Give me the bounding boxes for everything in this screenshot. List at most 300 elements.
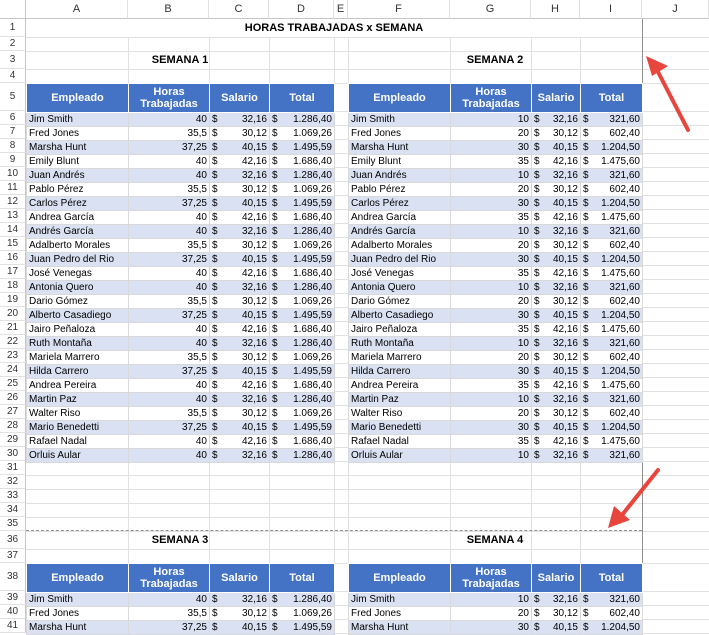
header-salary[interactable]: Salario [532,564,581,593]
cell-hours[interactable]: 40 [129,379,210,393]
row-header-30[interactable]: 30 [0,447,26,461]
cell-total[interactable] [581,393,643,407]
cell-salary[interactable] [210,323,270,337]
cell-salary[interactable] [210,281,270,295]
cell-employee[interactable]: Fred Jones [349,127,451,141]
cell-employee[interactable]: Andrés García [27,225,129,239]
row-header-11[interactable]: 11 [0,181,26,195]
cell-hours[interactable]: 37,25 [129,365,210,379]
cell-employee[interactable]: Hilda Carrero [349,365,451,379]
cell-total[interactable] [581,379,643,393]
row-header-13[interactable]: 13 [0,209,26,223]
cell-total[interactable] [270,435,335,449]
row-header-28[interactable]: 28 [0,419,26,433]
cell-salary[interactable] [532,379,581,393]
cell-hours[interactable]: 20 [451,183,532,197]
column-header-e[interactable]: E [334,0,348,19]
cell-total[interactable] [270,211,335,225]
cell-total[interactable] [581,421,643,435]
row-header-17[interactable]: 17 [0,265,26,279]
cell-total[interactable] [270,183,335,197]
cell-total[interactable] [581,127,643,141]
cell-total[interactable] [581,113,643,127]
cell-hours[interactable]: 35 [451,379,532,393]
cell-employee[interactable]: Emily Blunt [349,155,451,169]
cell-hours[interactable]: 37,25 [129,421,210,435]
cell-employee[interactable]: Andrea Pereira [27,379,129,393]
cell-salary[interactable] [210,141,270,155]
cell-employee[interactable]: Rafael Nadal [27,435,129,449]
cell-employee[interactable]: Fred Jones [349,607,451,621]
cell-salary[interactable] [210,407,270,421]
cell-total[interactable] [581,253,643,267]
cell-total[interactable] [270,365,335,379]
cell-employee[interactable]: Adalberto Morales [349,239,451,253]
cell-total[interactable] [581,197,643,211]
cell-total[interactable] [270,295,335,309]
row-header-41[interactable]: 41 [0,619,26,633]
cell-salary[interactable] [210,183,270,197]
cell-salary[interactable] [210,295,270,309]
row-header-7[interactable]: 7 [0,125,26,139]
cell-employee[interactable]: Mario Benedetti [27,421,129,435]
cell-employee[interactable]: Jairo Peñaloza [27,323,129,337]
header-hours[interactable]: Horas Trabajadas [451,564,532,593]
cell-hours[interactable]: 30 [451,253,532,267]
cell-employee[interactable]: Jim Smith [27,593,129,607]
cell-employee[interactable]: Alberto Casadiego [27,309,129,323]
cell-employee[interactable]: Andrés García [349,225,451,239]
cell-salary[interactable] [532,211,581,225]
cell-total[interactable] [270,113,335,127]
row-header-12[interactable]: 12 [0,195,26,209]
cell-salary[interactable] [532,281,581,295]
cell-total[interactable] [581,225,643,239]
cell-salary[interactable] [210,593,270,607]
cell-hours[interactable]: 40 [129,435,210,449]
row-header-9[interactable]: 9 [0,153,26,167]
cell-salary[interactable] [210,155,270,169]
cell-total[interactable] [270,323,335,337]
cell-salary[interactable] [210,309,270,323]
cell-total[interactable] [581,365,643,379]
cell-hours[interactable]: 20 [451,127,532,141]
cell-hours[interactable]: 40 [129,337,210,351]
header-salary[interactable]: Salario [532,84,581,113]
cell-salary[interactable] [210,449,270,463]
column-header-d[interactable]: D [269,0,334,19]
cell-total[interactable] [270,379,335,393]
cell-salary[interactable] [532,421,581,435]
column-header-i[interactable]: I [580,0,642,19]
cell-employee[interactable]: Martin Paz [349,393,451,407]
cell-employee[interactable]: Dario Gómez [349,295,451,309]
cell-hours[interactable]: 20 [451,607,532,621]
row-header-29[interactable]: 29 [0,433,26,447]
header-employee[interactable]: Empleado [349,564,451,593]
cell-salary[interactable] [210,351,270,365]
row-header-37[interactable]: 37 [0,549,26,563]
row-header-19[interactable]: 19 [0,293,26,307]
header-total[interactable]: Total [270,84,335,113]
cell-hours[interactable]: 30 [451,421,532,435]
cell-salary[interactable] [532,253,581,267]
cell-salary[interactable] [532,225,581,239]
cell-hours[interactable]: 35,5 [129,351,210,365]
cell-total[interactable] [581,295,643,309]
table-row [27,253,335,267]
column-header-h[interactable]: H [531,0,580,19]
row-header-21[interactable]: 21 [0,321,26,335]
cell-value: 321,60 [609,594,640,605]
cell-total[interactable] [270,607,335,621]
cell-total[interactable] [581,309,643,323]
cell-total[interactable] [581,435,643,449]
select-all-corner[interactable] [0,0,26,19]
cell-total[interactable] [581,155,643,169]
cell-salary[interactable] [210,225,270,239]
cell-hours[interactable]: 20 [451,407,532,421]
cell-salary[interactable] [532,239,581,253]
cell-hours[interactable]: 35,5 [129,295,210,309]
cell-hours[interactable]: 35,5 [129,607,210,621]
cell-salary[interactable] [532,449,581,463]
cell-total[interactable] [270,141,335,155]
cell-total[interactable] [270,281,335,295]
cell-total[interactable] [581,337,643,351]
cell-hours[interactable]: 20 [451,239,532,253]
cell-employee[interactable]: Alberto Casadiego [349,309,451,323]
cell-employee[interactable]: Ruth Montaña [27,337,129,351]
header-total[interactable]: Total [581,84,643,113]
cell-total[interactable] [270,351,335,365]
cell-hours[interactable]: 30 [451,141,532,155]
cell-employee[interactable]: Hilda Carrero [27,365,129,379]
cell-employee[interactable]: Carlos Pérez [349,197,451,211]
cell-hours[interactable]: 35 [451,211,532,225]
header-hours[interactable]: Horas Trabajadas [129,564,210,593]
cell-salary[interactable] [532,309,581,323]
cell-employee[interactable]: Rafael Nadal [349,435,451,449]
cell-total[interactable] [270,225,335,239]
cell-hours[interactable]: 40 [129,323,210,337]
cell-salary[interactable] [532,593,581,607]
row-header-2[interactable]: 2 [0,37,26,51]
cell-total[interactable] [270,169,335,183]
cell-hours[interactable]: 10 [451,281,532,295]
row-header-6[interactable]: 6 [0,111,26,125]
row-header-22[interactable]: 22 [0,335,26,349]
row-header-27[interactable]: 27 [0,405,26,419]
header-salary[interactable]: Salario [210,564,270,593]
cell-hours[interactable]: 10 [451,337,532,351]
cell-total[interactable] [270,421,335,435]
cell-employee[interactable]: Carlos Pérez [27,197,129,211]
row-header-40[interactable]: 40 [0,605,26,619]
cell-total[interactable] [581,169,643,183]
cell-total[interactable] [270,621,335,635]
cell-hours[interactable]: 40 [129,449,210,463]
header-hours[interactable]: Horas Trabajadas [451,84,532,113]
row-header-16[interactable]: 16 [0,251,26,265]
cell-hours[interactable]: 10 [451,225,532,239]
cell-hours[interactable]: 35 [451,435,532,449]
cell-salary[interactable] [210,621,270,635]
row-header-18[interactable]: 18 [0,279,26,293]
cell-total[interactable] [581,281,643,295]
cell-hours[interactable]: 35 [451,267,532,281]
row-header-10[interactable]: 10 [0,167,26,181]
cell-employee[interactable]: Marsha Hunt [27,141,129,155]
cell-hours[interactable]: 40 [129,281,210,295]
cell-salary[interactable] [210,607,270,621]
week-label-1[interactable]: SEMANA 1 [151,53,209,66]
cell-salary[interactable] [210,253,270,267]
cell-salary[interactable] [532,607,581,621]
row-header-23[interactable]: 23 [0,349,26,363]
row-header-1[interactable]: 1 [0,19,26,37]
cell-hours[interactable]: 10 [451,449,532,463]
cell-employee[interactable]: Orluis Aular [349,449,451,463]
cell-hours[interactable]: 35,5 [129,239,210,253]
header-hours[interactable]: Horas Trabajadas [129,84,210,113]
cell-salary[interactable] [210,393,270,407]
cell-salary[interactable] [532,169,581,183]
cell-salary[interactable] [532,323,581,337]
row-header-26[interactable]: 26 [0,391,26,405]
cell-employee[interactable]: Ruth Montaña [349,337,451,351]
row-header-20[interactable]: 20 [0,307,26,321]
cell-employee[interactable]: Juan Andrés [27,169,129,183]
cell-salary[interactable] [532,393,581,407]
cell-total[interactable] [581,267,643,281]
cell-employee[interactable]: Juan Pedro del Rio [27,253,129,267]
cell-employee[interactable]: Mariela Marrero [349,351,451,365]
header-employee[interactable]: Empleado [349,84,451,113]
row-header-25[interactable]: 25 [0,377,26,391]
cell-employee[interactable]: Walter Riso [349,407,451,421]
cell-hours[interactable]: 37,25 [129,309,210,323]
row-header-14[interactable]: 14 [0,223,26,237]
cell-total[interactable] [581,141,643,155]
cell-hours[interactable]: 20 [451,295,532,309]
cell-total[interactable] [581,183,643,197]
cell-employee[interactable]: Andrea Pereira [349,379,451,393]
cell-salary[interactable] [210,113,270,127]
cell-hours[interactable]: 35,5 [129,127,210,141]
cell-hours[interactable]: 10 [451,169,532,183]
cell-total[interactable] [270,239,335,253]
cell-total[interactable] [581,621,643,635]
cell-total[interactable] [270,267,335,281]
column-header-a[interactable]: A [26,0,128,19]
cell-salary[interactable] [532,365,581,379]
cell-hours[interactable]: 40 [129,225,210,239]
cell-employee[interactable]: Jim Smith [27,113,129,127]
cell-total[interactable] [270,593,335,607]
cell-salary[interactable] [532,141,581,155]
currency-symbol: $ [212,212,218,223]
cell-total[interactable] [270,449,335,463]
cell-hours[interactable]: 30 [451,365,532,379]
column-header-c[interactable]: C [209,0,269,19]
cell-hours[interactable]: 35,5 [129,183,210,197]
row-header-24[interactable]: 24 [0,363,26,377]
row-header-39[interactable]: 39 [0,591,26,605]
row-header-15[interactable]: 15 [0,237,26,251]
cell-salary[interactable] [532,337,581,351]
row-header-4[interactable]: 4 [0,69,26,83]
row-header-8[interactable]: 8 [0,139,26,153]
cell-total[interactable] [581,593,643,607]
header-salary[interactable]: Salario [210,84,270,113]
cell-total[interactable] [270,393,335,407]
cell-employee[interactable]: Antonia Quero [349,281,451,295]
cell-salary[interactable] [210,211,270,225]
cell-hours[interactable]: 35,5 [129,407,210,421]
cell-salary[interactable] [532,621,581,635]
cell-employee[interactable]: Andrea García [27,211,129,225]
cell-employee[interactable]: Marsha Hunt [349,141,451,155]
cell-hours[interactable]: 40 [129,211,210,225]
cell-employee[interactable]: Marsha Hunt [27,621,129,635]
row-header-35[interactable]: 35 [0,517,26,531]
column-header-f[interactable]: F [348,0,450,19]
cell-total[interactable] [270,155,335,169]
cell-value: 1.069,26 [293,240,332,251]
cell-employee[interactable]: José Venegas [27,267,129,281]
week-label-4[interactable]: SEMANA 4 [466,533,524,546]
cell-total[interactable] [270,337,335,351]
cell-salary[interactable] [532,183,581,197]
row-header-34[interactable]: 34 [0,503,26,517]
cell-salary[interactable] [210,379,270,393]
row-header-32[interactable]: 32 [0,475,26,489]
cell-hours[interactable]: 40 [129,593,210,607]
header-employee[interactable]: Empleado [27,564,129,593]
week-label-3[interactable]: SEMANA 3 [151,533,209,546]
column-header-j[interactable]: J [642,0,709,19]
cell-employee[interactable]: Dario Gómez [27,295,129,309]
cell-total[interactable] [581,351,643,365]
cell-total[interactable] [581,323,643,337]
cell-hours[interactable]: 40 [129,113,210,127]
cell-employee[interactable]: Jairo Peñaloza [349,323,451,337]
cell-hours[interactable]: 40 [129,393,210,407]
cell-salary[interactable] [532,127,581,141]
cell-employee[interactable]: Pablo Pérez [27,183,129,197]
cell-employee[interactable]: José Venegas [349,267,451,281]
cell-salary[interactable] [532,407,581,421]
cell-hours[interactable]: 10 [451,393,532,407]
row-header-36[interactable]: 36 [0,531,26,549]
cell-employee[interactable]: Jim Smith [349,113,451,127]
cell-hours[interactable]: 37,25 [129,197,210,211]
cell-salary[interactable] [210,127,270,141]
cell-hours[interactable]: 30 [451,197,532,211]
cell-hours[interactable]: 40 [129,155,210,169]
cell-employee[interactable]: Jim Smith [349,593,451,607]
cell-hours[interactable]: 20 [451,351,532,365]
cell-total[interactable] [270,127,335,141]
cell-hours[interactable]: 35 [451,155,532,169]
header-total[interactable]: Total [581,564,643,593]
cell-salary[interactable] [532,435,581,449]
cell-salary[interactable] [210,197,270,211]
cell-employee[interactable]: Mariela Marrero [27,351,129,365]
cell-salary[interactable] [210,169,270,183]
cell-hours[interactable]: 35 [451,323,532,337]
week-label-2[interactable]: SEMANA 2 [466,53,524,66]
sheet-title[interactable]: HORAS TRABAJADAS x SEMANA [26,19,642,37]
cell-total[interactable] [270,407,335,421]
cell-salary[interactable] [210,267,270,281]
header-employee[interactable]: Empleado [27,84,129,113]
cell-salary[interactable] [532,113,581,127]
column-header-b[interactable]: B [128,0,209,19]
cell-salary[interactable] [532,197,581,211]
cell-salary[interactable] [210,239,270,253]
cell-hours[interactable]: 40 [129,169,210,183]
cell-total[interactable] [581,239,643,253]
column-header-g[interactable]: G [450,0,531,19]
row-header-5[interactable]: 5 [0,83,26,111]
cell-employee[interactable]: Antonia Quero [27,281,129,295]
cell-salary[interactable] [532,351,581,365]
cell-employee[interactable]: Mario Benedetti [349,421,451,435]
cell-total[interactable] [270,309,335,323]
cell-employee[interactable]: Juan Pedro del Rio [349,253,451,267]
cell-total[interactable] [581,607,643,621]
cell-employee[interactable]: Marsha Hunt [349,621,451,635]
row-header-3[interactable]: 3 [0,51,26,69]
cell-employee[interactable]: Walter Riso [27,407,129,421]
cell-salary[interactable] [532,267,581,281]
header-total[interactable]: Total [270,564,335,593]
cell-hours[interactable]: 30 [451,621,532,635]
cell-hours[interactable]: 37,25 [129,621,210,635]
cell-hours[interactable]: 37,25 [129,141,210,155]
row-header-33[interactable]: 33 [0,489,26,503]
cell-salary[interactable] [210,365,270,379]
cell-hours[interactable]: 37,25 [129,253,210,267]
cell-employee[interactable]: Juan Andrés [349,169,451,183]
cell-hours[interactable]: 30 [451,309,532,323]
cell-employee[interactable]: Adalberto Morales [27,239,129,253]
row-header-31[interactable]: 31 [0,461,26,475]
cell-employee[interactable]: Pablo Pérez [349,183,451,197]
cell-employee[interactable]: Emily Blunt [27,155,129,169]
cell-employee[interactable]: Andrea García [349,211,451,225]
cell-employee[interactable]: Fred Jones [27,127,129,141]
cell-salary[interactable] [532,155,581,169]
cell-salary[interactable] [210,421,270,435]
cell-employee[interactable]: Fred Jones [27,607,129,621]
cell-salary[interactable] [210,337,270,351]
cell-total[interactable] [270,253,335,267]
cell-hours[interactable]: 10 [451,593,532,607]
cell-salary[interactable] [532,295,581,309]
cell-employee[interactable]: Orluis Aular [27,449,129,463]
cell-hours[interactable]: 10 [451,113,532,127]
cell-total[interactable] [581,407,643,421]
cell-salary[interactable] [210,435,270,449]
cell-employee[interactable]: Martin Paz [27,393,129,407]
row-header-38[interactable]: 38 [0,563,26,591]
cell-total[interactable] [581,211,643,225]
cell-hours[interactable]: 40 [129,267,210,281]
cell-total[interactable] [270,197,335,211]
